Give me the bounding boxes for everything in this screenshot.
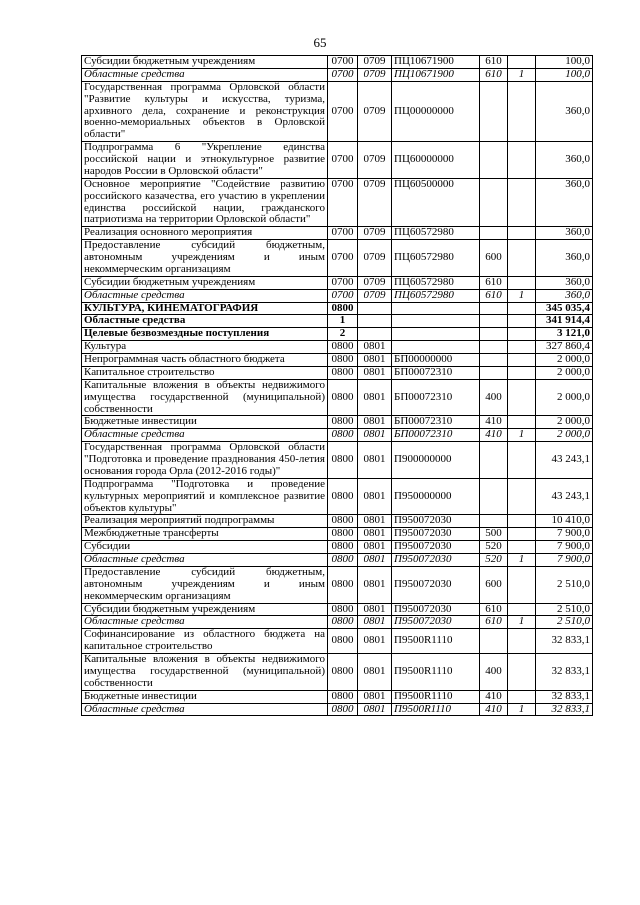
amount-cell: 2 510,0: [536, 566, 593, 603]
amount-cell: 32 833,1: [536, 654, 593, 691]
item-name-cell: Межбюджетные трансферты: [82, 528, 328, 541]
item-name-cell: Субсидии бюджетным учреждениям: [82, 603, 328, 616]
subsection-code-cell: 0801: [358, 690, 392, 703]
table-row: [82, 429, 593, 442]
table-row: [82, 315, 593, 328]
table-row: [82, 366, 593, 379]
item-name-cell: Основное мероприятие "Содействие развитию российского казачества, его участию в укреплении единства российской нации, гражданского патриотизма на территории Орловской области": [82, 178, 328, 227]
section-code-cell: 0800: [328, 703, 358, 716]
target-article-cell: П950072030: [392, 603, 480, 616]
funding-source-cell: [508, 478, 536, 515]
target-article-cell: ПЦ60572980: [392, 240, 480, 277]
amount-cell: 100,0: [536, 56, 593, 69]
table-row: [82, 690, 593, 703]
target-article-cell: [392, 341, 480, 354]
item-name-cell: Подпрограмма 6 "Укрепление единства российской нации и этнокультурное развитие народов России в Орловской области": [82, 142, 328, 179]
item-name-cell: Областные средства: [82, 429, 328, 442]
expense-group-cell: 520: [480, 554, 508, 567]
section-code-cell: 0700: [328, 289, 358, 302]
target-article-cell: П9500R1110: [392, 654, 480, 691]
subsection-code-cell: [358, 302, 392, 315]
funding-source-cell: [508, 56, 536, 69]
expense-group-cell: 410: [480, 703, 508, 716]
subsection-code-cell: 0801: [358, 541, 392, 554]
subsection-code-cell: 0709: [358, 56, 392, 69]
target-article-cell: П950000000: [392, 478, 480, 515]
subsection-code-cell: 0709: [358, 142, 392, 179]
expense-group-cell: [480, 302, 508, 315]
expense-group-cell: [480, 629, 508, 654]
subsection-code-cell: 0801: [358, 379, 392, 416]
section-code-cell: 0800: [328, 528, 358, 541]
expense-group-cell: 410: [480, 429, 508, 442]
table-row: [82, 341, 593, 354]
target-article-cell: П950072030: [392, 616, 480, 629]
amount-cell: 341 914,4: [536, 315, 593, 328]
subsection-code-cell: 0801: [358, 629, 392, 654]
section-code-cell: 0700: [328, 276, 358, 289]
item-name-cell: Субсидии: [82, 541, 328, 554]
funding-source-cell: 1: [508, 68, 536, 81]
amount-cell: 2 000,0: [536, 366, 593, 379]
expense-group-cell: 410: [480, 416, 508, 429]
amount-cell: 345 035,4: [536, 302, 593, 315]
target-article-cell: П950072030: [392, 554, 480, 567]
expense-group-cell: 410: [480, 690, 508, 703]
table-row: [82, 354, 593, 367]
expense-group-cell: [480, 328, 508, 341]
amount-cell: 2 000,0: [536, 416, 593, 429]
target-article-cell: П950072030: [392, 541, 480, 554]
funding-source-cell: [508, 341, 536, 354]
amount-cell: 32 833,1: [536, 703, 593, 716]
amount-cell: 2 510,0: [536, 616, 593, 629]
amount-cell: 43 243,1: [536, 478, 593, 515]
table-row: [82, 566, 593, 603]
funding-source-cell: [508, 240, 536, 277]
table-row: [82, 81, 593, 141]
expense-group-cell: 500: [480, 528, 508, 541]
subsection-code-cell: 0709: [358, 240, 392, 277]
target-article-cell: БП00072310: [392, 429, 480, 442]
item-name-cell: Субсидии бюджетным учреждениям: [82, 276, 328, 289]
section-code-cell: 0800: [328, 379, 358, 416]
funding-source-cell: [508, 354, 536, 367]
subsection-code-cell: 0801: [358, 478, 392, 515]
funding-source-cell: 1: [508, 289, 536, 302]
target-article-cell: ПЦ00000000: [392, 81, 480, 141]
section-code-cell: 0800: [328, 629, 358, 654]
item-name-cell: Областные средства: [82, 315, 328, 328]
item-name-cell: Реализация мероприятий подпрограммы: [82, 515, 328, 528]
expense-group-cell: [480, 341, 508, 354]
item-name-cell: Областные средства: [82, 554, 328, 567]
funding-source-cell: [508, 603, 536, 616]
section-code-cell: 0700: [328, 240, 358, 277]
amount-cell: 360,0: [536, 142, 593, 179]
funding-source-cell: [508, 315, 536, 328]
amount-cell: 2 000,0: [536, 354, 593, 367]
item-name-cell: Областные средства: [82, 289, 328, 302]
table-row: [82, 68, 593, 81]
section-code-cell: 0800: [328, 616, 358, 629]
section-code-cell: 0800: [328, 566, 358, 603]
item-name-cell: Подпрограмма "Подготовка и проведение культурных мероприятий и комплексное развитие объектов культуры": [82, 478, 328, 515]
expense-group-cell: [480, 142, 508, 179]
funding-source-cell: 1: [508, 554, 536, 567]
subsection-code-cell: 0801: [358, 416, 392, 429]
amount-cell: 100,0: [536, 68, 593, 81]
subsection-code-cell: 0801: [358, 528, 392, 541]
amount-cell: 2 510,0: [536, 603, 593, 616]
amount-cell: 360,0: [536, 289, 593, 302]
item-name-cell: КУЛЬТУРА, КИНЕМАТОГРАФИЯ: [82, 302, 328, 315]
section-code-cell: 2: [328, 328, 358, 341]
section-code-cell: 0800: [328, 541, 358, 554]
expense-group-cell: [480, 178, 508, 227]
target-article-cell: БП00072310: [392, 416, 480, 429]
table-row: [82, 416, 593, 429]
section-code-cell: 0800: [328, 478, 358, 515]
funding-source-cell: [508, 515, 536, 528]
table-row: [82, 142, 593, 179]
subsection-code-cell: [358, 315, 392, 328]
amount-cell: 7 900,0: [536, 554, 593, 567]
subsection-code-cell: [358, 328, 392, 341]
funding-source-cell: 1: [508, 616, 536, 629]
subsection-code-cell: 0801: [358, 654, 392, 691]
expense-group-cell: [480, 227, 508, 240]
amount-cell: 360,0: [536, 276, 593, 289]
item-name-cell: Государственная программа Орловской области "Подготовка и проведение празднования 450-летия основания города Орла (2012-2016 годы)": [82, 442, 328, 479]
expense-group-cell: [480, 315, 508, 328]
target-article-cell: ПЦ60572980: [392, 289, 480, 302]
funding-source-cell: [508, 541, 536, 554]
target-article-cell: ПЦ60572980: [392, 276, 480, 289]
subsection-code-cell: 0801: [358, 603, 392, 616]
subsection-code-cell: 0801: [358, 703, 392, 716]
subsection-code-cell: 0801: [358, 616, 392, 629]
table-row: [82, 302, 593, 315]
amount-cell: 43 243,1: [536, 442, 593, 479]
target-article-cell: П950072030: [392, 515, 480, 528]
funding-source-cell: [508, 328, 536, 341]
amount-cell: 3 121,0: [536, 328, 593, 341]
subsection-code-cell: 0801: [358, 554, 392, 567]
expense-group-cell: [480, 515, 508, 528]
expense-group-cell: [480, 442, 508, 479]
expense-group-cell: 610: [480, 56, 508, 69]
amount-cell: 2 000,0: [536, 429, 593, 442]
expense-group-cell: 610: [480, 603, 508, 616]
funding-source-cell: [508, 276, 536, 289]
subsection-code-cell: 0709: [358, 178, 392, 227]
amount-cell: 360,0: [536, 227, 593, 240]
funding-source-cell: 1: [508, 703, 536, 716]
target-article-cell: П9500R1110: [392, 690, 480, 703]
section-code-cell: 0700: [328, 68, 358, 81]
expense-group-cell: 600: [480, 566, 508, 603]
subsection-code-cell: 0801: [358, 429, 392, 442]
table-row: [82, 289, 593, 302]
amount-cell: 7 900,0: [536, 541, 593, 554]
section-code-cell: 0700: [328, 142, 358, 179]
funding-source-cell: [508, 366, 536, 379]
section-code-cell: 0800: [328, 302, 358, 315]
item-name-cell: Капитальные вложения в объекты недвижимого имущества государственной (муниципальной) собственности: [82, 379, 328, 416]
funding-source-cell: [508, 690, 536, 703]
section-code-cell: 0800: [328, 654, 358, 691]
funding-source-cell: [508, 528, 536, 541]
subsection-code-cell: 0709: [358, 227, 392, 240]
item-name-cell: Областные средства: [82, 616, 328, 629]
target-article-cell: П9500R1110: [392, 629, 480, 654]
subsection-code-cell: 0801: [358, 341, 392, 354]
amount-cell: 360,0: [536, 178, 593, 227]
item-name-cell: Реализация основного мероприятия: [82, 227, 328, 240]
section-code-cell: 0800: [328, 603, 358, 616]
target-article-cell: [392, 315, 480, 328]
table-row: [82, 629, 593, 654]
target-article-cell: П950072030: [392, 566, 480, 603]
table-row: [82, 379, 593, 416]
target-article-cell: ПЦ60500000: [392, 178, 480, 227]
target-article-cell: БП00000000: [392, 354, 480, 367]
funding-source-cell: 1: [508, 429, 536, 442]
section-code-cell: 0800: [328, 429, 358, 442]
expense-group-cell: 610: [480, 289, 508, 302]
amount-cell: 360,0: [536, 81, 593, 141]
table-row: [82, 616, 593, 629]
section-code-cell: 0700: [328, 81, 358, 141]
amount-cell: 32 833,1: [536, 629, 593, 654]
subsection-code-cell: 0709: [358, 68, 392, 81]
funding-source-cell: [508, 629, 536, 654]
budget-table: [81, 55, 593, 716]
target-article-cell: [392, 302, 480, 315]
table-row: [82, 227, 593, 240]
funding-source-cell: [508, 302, 536, 315]
expense-group-cell: [480, 366, 508, 379]
funding-source-cell: [508, 654, 536, 691]
target-article-cell: [392, 328, 480, 341]
subsection-code-cell: 0801: [358, 366, 392, 379]
expense-group-cell: [480, 478, 508, 515]
item-name-cell: Государственная программа Орловской области "Развитие культуры и искусства, туризма, архивного дела, сохранение и реконструкция военно-мемориальных объектов в Орловской области": [82, 81, 328, 141]
subsection-code-cell: 0801: [358, 515, 392, 528]
item-name-cell: Бюджетные инвестиции: [82, 416, 328, 429]
item-name-cell: Предоставление субсидий бюджетным, автономным учреждениям и иным некоммерческим организациям: [82, 240, 328, 277]
section-code-cell: 0800: [328, 341, 358, 354]
target-article-cell: П900000000: [392, 442, 480, 479]
target-article-cell: БП00072310: [392, 379, 480, 416]
table-row: [82, 478, 593, 515]
item-name-cell: Предоставление субсидий бюджетным, автономным учреждениям и иным некоммерческим организациям: [82, 566, 328, 603]
funding-source-cell: [508, 178, 536, 227]
target-article-cell: ПЦ10671900: [392, 56, 480, 69]
table-row: [82, 56, 593, 69]
amount-cell: 360,0: [536, 240, 593, 277]
expense-group-cell: 520: [480, 541, 508, 554]
amount-cell: 2 000,0: [536, 379, 593, 416]
section-code-cell: 0800: [328, 554, 358, 567]
section-code-cell: 0800: [328, 354, 358, 367]
expense-group-cell: 610: [480, 68, 508, 81]
funding-source-cell: [508, 227, 536, 240]
subsection-code-cell: 0709: [358, 289, 392, 302]
subsection-code-cell: 0801: [358, 354, 392, 367]
target-article-cell: БП00072310: [392, 366, 480, 379]
section-code-cell: 0800: [328, 366, 358, 379]
target-article-cell: ПЦ60572980: [392, 227, 480, 240]
table-row: [82, 541, 593, 554]
amount-cell: 10 410,0: [536, 515, 593, 528]
table-row: [82, 554, 593, 567]
subsection-code-cell: 0801: [358, 566, 392, 603]
target-article-cell: П9500R1110: [392, 703, 480, 716]
funding-source-cell: [508, 379, 536, 416]
item-name-cell: Бюджетные инвестиции: [82, 690, 328, 703]
target-article-cell: П950072030: [392, 528, 480, 541]
section-code-cell: 0800: [328, 442, 358, 479]
table-row: [82, 654, 593, 691]
expense-group-cell: [480, 354, 508, 367]
table-row: [82, 603, 593, 616]
table-row: [82, 515, 593, 528]
funding-source-cell: [508, 566, 536, 603]
expense-group-cell: [480, 81, 508, 141]
expense-group-cell: 400: [480, 379, 508, 416]
section-code-cell: 1: [328, 315, 358, 328]
target-article-cell: ПЦ60000000: [392, 142, 480, 179]
section-code-cell: 0800: [328, 690, 358, 703]
table-row: [82, 276, 593, 289]
section-code-cell: 0800: [328, 416, 358, 429]
item-name-cell: Областные средства: [82, 703, 328, 716]
amount-cell: 327 860,4: [536, 341, 593, 354]
item-name-cell: Целевые безвозмездные поступления: [82, 328, 328, 341]
amount-cell: 32 833,1: [536, 690, 593, 703]
subsection-code-cell: 0801: [358, 442, 392, 479]
table-row: [82, 528, 593, 541]
section-code-cell: 0800: [328, 515, 358, 528]
section-code-cell: 0700: [328, 178, 358, 227]
table-row: [82, 703, 593, 716]
subsection-code-cell: 0709: [358, 276, 392, 289]
funding-source-cell: [508, 416, 536, 429]
item-name-cell: Капитальное строительство: [82, 366, 328, 379]
page-number: 65: [313, 35, 327, 50]
subsection-code-cell: 0709: [358, 81, 392, 141]
item-name-cell: Субсидии бюджетным учреждениям: [82, 56, 328, 69]
item-name-cell: Капитальные вложения в объекты недвижимого имущества государственной (муниципальной) собственности: [82, 654, 328, 691]
table-row: [82, 328, 593, 341]
table-row: [82, 178, 593, 227]
expense-group-cell: 600: [480, 240, 508, 277]
expense-group-cell: 610: [480, 616, 508, 629]
expense-group-cell: 610: [480, 276, 508, 289]
table-row: [82, 240, 593, 277]
target-article-cell: ПЦ10671900: [392, 68, 480, 81]
funding-source-cell: [508, 442, 536, 479]
expense-group-cell: 400: [480, 654, 508, 691]
item-name-cell: Областные средства: [82, 68, 328, 81]
funding-source-cell: [508, 81, 536, 141]
table-body: [82, 56, 593, 716]
item-name-cell: Культура: [82, 341, 328, 354]
section-code-cell: 0700: [328, 56, 358, 69]
amount-cell: 7 900,0: [536, 528, 593, 541]
item-name-cell: Софинансирование из областного бюджета на капитальное строительство: [82, 629, 328, 654]
item-name-cell: Непрограммная часть областного бюджета: [82, 354, 328, 367]
table-row: [82, 442, 593, 479]
funding-source-cell: [508, 142, 536, 179]
section-code-cell: 0700: [328, 227, 358, 240]
